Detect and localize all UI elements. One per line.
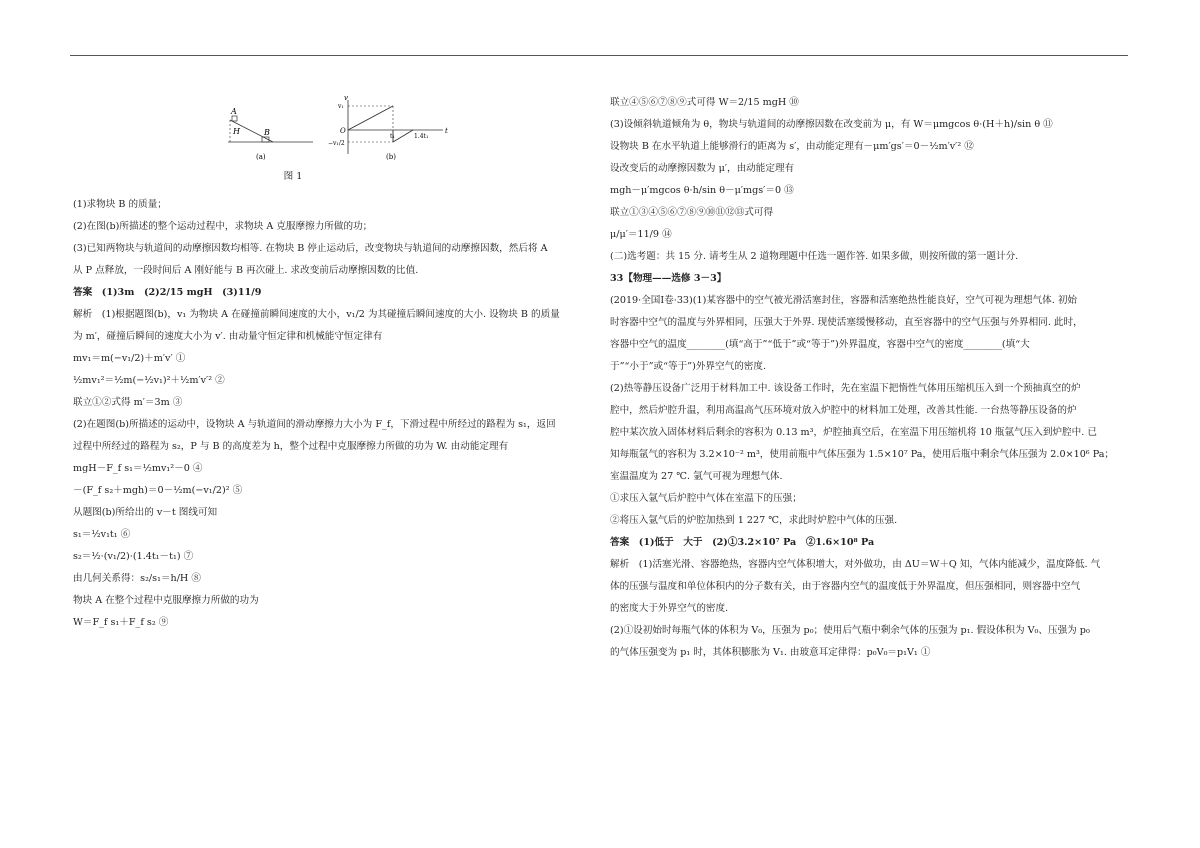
- header-rule: [70, 55, 1128, 56]
- figure-caption: 图 1: [283, 171, 303, 182]
- left-column: [73, 92, 603, 634]
- figure-1-drawing: [218, 92, 518, 164]
- left-line: 联立①②式得 m′＝3m ③: [73, 397, 183, 408]
- equation: ½mv₁²＝½m(−½v₁)²＋½m′v′² ②: [73, 375, 225, 386]
- right-line: ①求压入氩气后炉腔中气体在室温下的压强；: [610, 493, 802, 504]
- right-line: 体的压强与温度和单位体积内的分子数有关，由于容器内空气的温度低于外界温度，但压强相同，则容器中空气: [610, 581, 1081, 592]
- right-line: 设改变后的动摩擦因数为 μ′，由动能定理有: [610, 163, 795, 174]
- right-line: 知每瓶氩气的容积为 3.2×10⁻² m³，使用前瓶中气体压强为 1.5×10⁷ Pa，使用后瓶中剩余气体压强为 2.0×10⁶ Pa；: [610, 449, 1115, 460]
- right-line: 的密度大于外界空气的密度.: [610, 603, 729, 614]
- label-v1: v₁: [338, 103, 344, 110]
- equation: mgh－μ′mgcos θ·h/sin θ－μ′mgs′＝0 ⑬: [610, 185, 794, 196]
- label-neg-v1-2: −v₁/2: [328, 140, 345, 147]
- label-B: B: [264, 128, 270, 137]
- right-line: (2)①设初始时每瓶气体的体积为 V₀，压强为 p₀；使用后气瓶中剩余气体的压强为 p₁. 假设体积为 V₀、压强为 p₀: [610, 625, 1090, 636]
- left-line: (2)在图(b)所描述的整个运动过程中，求物块 A 克服摩擦力所做的功；: [73, 221, 373, 232]
- left-line: 过程中所经过的路程为 s₂，P 与 B 的高度差为 h，整个过程中克服摩擦力所做的功为 W. 由动能定理有: [73, 441, 509, 452]
- left-line: 为 m′，碰撞后瞬间的速度大小为 v′. 由动量守恒定律和机械能守恒定律有: [73, 331, 383, 342]
- right-line: (2)热等静压设备广泛用于材料加工中. 该设备工作时，先在室温下把惰性气体用压缩机压入到一个预抽真空的炉: [610, 383, 1081, 394]
- sub-label-a: (a): [256, 153, 266, 161]
- equation: mv₁＝m(−v₁/2)＋m′v′ ①: [73, 353, 186, 364]
- left-line: (1)求物块 B 的质量；: [73, 199, 167, 210]
- right-line: (2019·全国Ⅰ卷·33)(1)某容器中的空气被光滑活塞封住，容器和活塞绝热性能良好，空气可视为理想气体. 初始: [610, 295, 1078, 306]
- answer-line: 答案 (1)3m (2)2/15 mgH (3)11/9: [73, 287, 262, 298]
- right-line: 腔中某次放入固体材料后剩余的容积为 0.13 m³，炉腔抽真空后，在室温下用压缩机将 10 瓶氩气压入到炉腔中. 已: [610, 427, 1097, 438]
- right-line: 联立①③④⑤⑥⑦⑧⑨⑩⑪⑫⑬式可得: [610, 207, 774, 218]
- equation: mgH－F_f s₁＝½mv₁²－0 ④: [73, 463, 203, 474]
- sub-label-b: (b): [386, 153, 396, 161]
- right-line: 于”“小于”或“等于”)外界空气的密度.: [610, 361, 767, 372]
- label-O: O: [340, 127, 346, 135]
- right-column: [610, 92, 1130, 664]
- right-line: 的气体压强变为 p₁ 时，其体积膨胀为 V₁. 由玻意耳定律得：p₀V₀＝p₁V₁ ①: [610, 647, 931, 658]
- right-line: 容器中空气的温度________(填“高于”“低于”或“等于”)外界温度，容器中空气的密度________(填“大: [610, 339, 1030, 350]
- right-line: 联立④⑤⑥⑦⑧⑨式可得 W＝2/15 mgH ⑩: [610, 97, 799, 108]
- left-line: 从 P 点释放，一段时间后 A 刚好能与 B 再次碰上. 求改变前后动摩擦因数的比值.: [73, 265, 419, 276]
- label-t: t: [445, 127, 448, 135]
- label-H: H: [233, 127, 240, 136]
- right-line: ②将压入氩气后的炉腔加热到 1 227 ℃，求此时炉腔中气体的压强.: [610, 515, 898, 526]
- label-A: A: [231, 107, 237, 116]
- equation: W＝F_f s₁＋F_f s₂ ⑨: [73, 617, 169, 628]
- right-line: 腔中，然后炉腔升温，利用高温高气压环境对放入炉腔中的材料加工处理，改善其性能. 一台热等静压设备的炉: [610, 405, 1077, 416]
- equation: s₁＝½v₁t₁ ⑥: [73, 529, 131, 540]
- figure-1: [73, 92, 603, 164]
- left-line: 解析 (1)根据题图(b)，v₁ 为物块 A 在碰撞前瞬间速度的大小，v₁/2 为其碰撞后瞬间速度的大小. 设物块 B 的质量: [73, 309, 560, 320]
- equation: μ/μ′＝11/9 ⑭: [610, 229, 672, 240]
- right-line: 时容器中空气的温度与外界相同，压强大于外界. 现使活塞缓慢移动，直至容器中的空气压强与外界相同. 此时，: [610, 317, 1083, 328]
- left-line: 物块 A 在整个过程中克服摩擦力所做的功为: [73, 595, 259, 606]
- equation: －(F_f s₂＋mgh)＝0－½m(−v₁/2)² ⑤: [73, 485, 243, 496]
- right-line: (3)设倾斜轨道倾角为 θ，物块与轨道间的动摩擦因数在改变前为 μ，有 W＝μmgcos θ·(H＋h)/sin θ ⑪: [610, 119, 1053, 130]
- equation: s₂＝½·(v₁/2)·(1.4t₁－t₁) ⑦: [73, 551, 194, 562]
- label-t1: t₁: [390, 133, 395, 140]
- label-v: v: [344, 94, 348, 102]
- right-line: 室温温度为 27 ℃. 氩气可视为理想气体.: [610, 471, 783, 482]
- right-line: (二)选考题：共 15 分. 请考生从 2 道物理题中任选一题作答. 如果多做，则按所做的第一题计分.: [610, 251, 1019, 262]
- right-line: 解析 (1)活塞光滑、容器绝热，容器内空气体积增大，对外做功，由 ΔU＝W＋Q 知，气体内能减少，温度降低. 气: [610, 559, 1101, 570]
- section-heading: 33【物理——选修 3－3】: [610, 273, 727, 284]
- right-line: 设物块 B 在水平轨道上能够滑行的距离为 s′，由动能定理有－μm′gs′＝0－½m′v′² ⑫: [610, 141, 974, 152]
- left-line: (2)在题图(b)所描述的运动中，设物块 A 与轨道间的滑动摩擦力大小为 F_f，下滑过程中所经过的路程为 s₁，返回: [73, 419, 556, 430]
- answer-line: 答案 (1)低于 大于 (2)①3.2×10⁷ Pa ②1.6×10⁸ Pa: [610, 537, 875, 548]
- left-line: (3)已知两物块与轨道间的动摩擦因数均相等. 在物块 B 停止运动后，改变物块与轨道间的动摩擦因数，然后将 A: [73, 243, 548, 254]
- equation: 由几何关系得：s₂/s₁＝h/H ⑧: [73, 573, 201, 584]
- label-14t1: 1.4t₁: [414, 133, 429, 140]
- left-line: 从题图(b)所给出的 v－t 图线可知: [73, 507, 218, 518]
